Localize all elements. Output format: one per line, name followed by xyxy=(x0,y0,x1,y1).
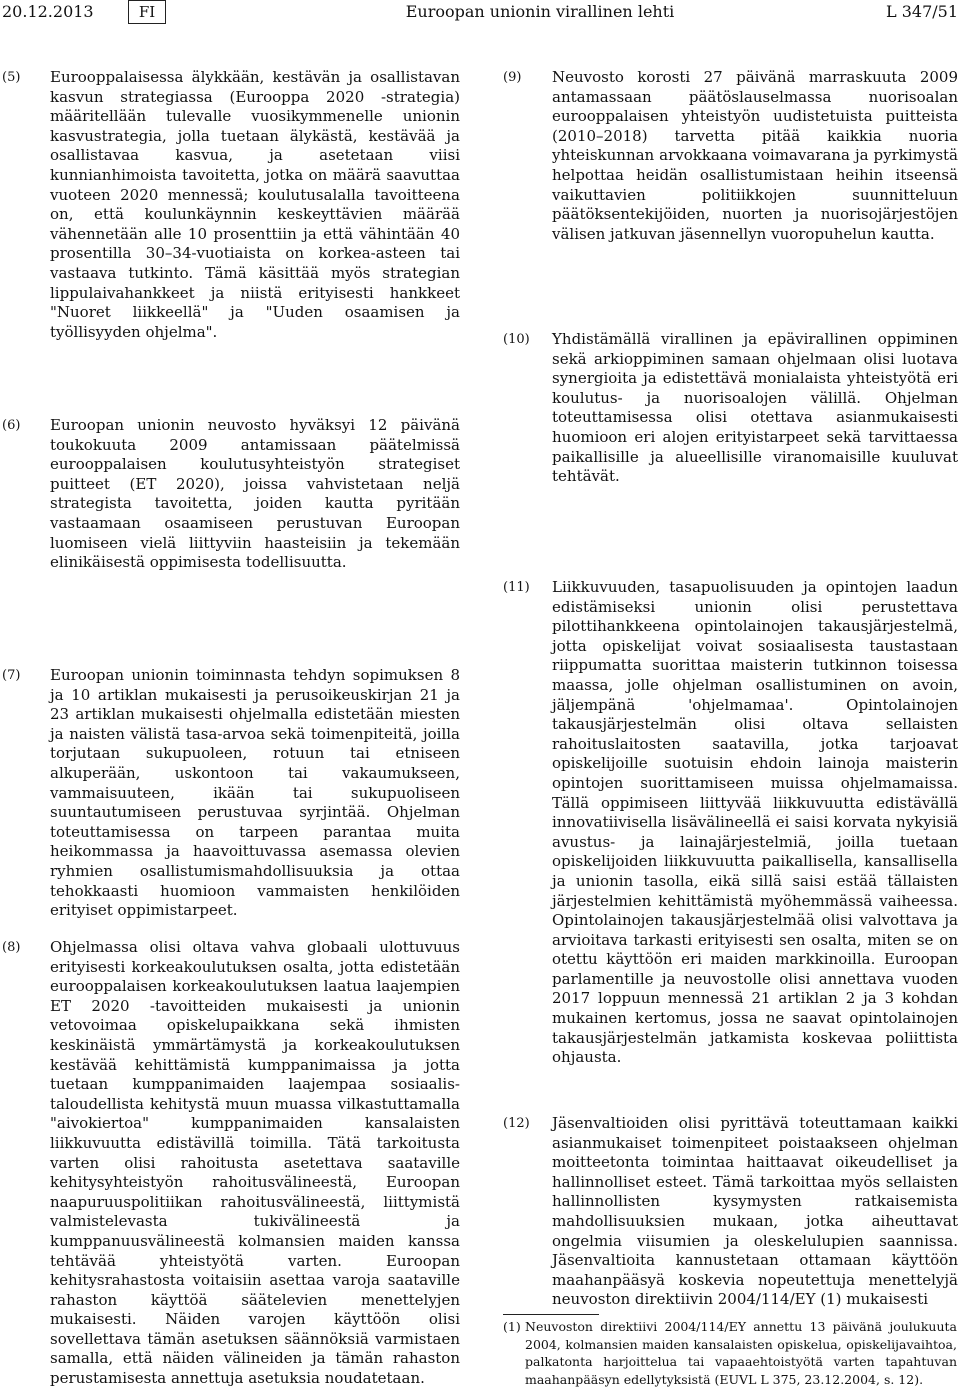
recital-number: (9) xyxy=(503,70,522,85)
recital-number: (8) xyxy=(2,940,21,955)
recital-number: (5) xyxy=(2,70,21,85)
page-header xyxy=(0,0,960,24)
recital-number: (6) xyxy=(2,418,21,433)
recital-text: Euroopan unionin neuvosto hyväksyi 12 päivänä toukokuuta 2009 antamissaan päätelmissä eurooppalaisen koulutusyhteistyön strategiset puitteet (ET 2020), joissa vahvistetaan neljä strategista tavoitetta, joiden kautta pyritään vastaamaan osaamiseen perustuvan Euroopan luomiseen vielä liittyviin haasteisiin ja tekemään elinikäisestä oppimisesta todellisuutta. xyxy=(50,416,460,572)
recital-text: Euroopan unionin toiminnasta tehdyn sopimuksen 8 ja 10 artiklan mukaisesti ja perusoikeuskirjan 21 ja 23 artiklan mukaisesti ohjelmalla edistetään miesten ja naisten välistä tasa-arvoa sekä toimenpiteitä, joilla torjutaan sukupuoleen, rotuun tai etniseen alkuperään, uskontoon tai vakaumukseen, vammaisuuteen, ikään tai sukupuoliseen suuntautumiseen perustuvaa syrjintää. Ohjelman toteuttamisessa on tarpeen parantaa muita heikommassa ja haavoittuvassa asemassa olevien ryhmien osallistumismahdollisuuksia ja ottaa tehokkaasti huomioon vammaisten henkilöiden erityiset oppimistarpeet. xyxy=(50,666,460,920)
recital-number: (10) xyxy=(503,332,530,347)
recital-number: (11) xyxy=(503,580,530,595)
footnote-number: (1) xyxy=(503,1319,521,1334)
recital-number: (7) xyxy=(2,668,21,683)
page-reference: L 347/51 xyxy=(886,2,958,21)
recital-number: (12) xyxy=(503,1116,530,1131)
footnote-rule xyxy=(503,1314,599,1315)
recital-text: Jäsenvaltioiden olisi pyrittävä toteuttamaan kaikki asianmukaiset toimenpiteet poistaakseen ohjelman moitteetonta toimintaa haittaavat oikeudelliset ja hallinnolliset esteet. Tämä tarkoittaa myös sellaisten hallinnollisten kysymysten ratkaisemista mahdollisuuksien mukaan, jotka aiheuttavat ongelmia viisumien ja oleskelulupien saannissa. Jäsenvaltioita kannustetaan ottamaan käyttöön maahanpääsyä koskevia nopeutettuja menettelyjä neuvoston direktiivin 2004/114/EY (1) mukaisesti xyxy=(552,1114,958,1309)
recital-text: Ohjelmassa olisi oltava vahva globaali ulottuvuus erityisesti korkeakoulutuksen osalta, jotta edistetään eurooppalaisen korkeakoulutuksen laatua laajempien ET 2020 -tavoitteiden mukaisesti ja unionin vetovoimaa opiskelupaikkana sekä ihmisten keskinäistä ymmärtämystä ja korkeakoulutuksen kestävää kehittämistä kumppanimaissa ja jotta tuetaan kumppanimaiden laajempaa sosiaalis-taloudellista kehitystä muun muassa vilkastuttamalla "aivokiertoa" kumppanimaiden kansalaisten liikkuvuutta edistävillä toimilla. Tätä tarkoitusta varten olisi rahoitusta asetettava saataville kehitysyhteistyön rahoitusvälineestä, Euroopan naapuruuspolitiikan rahoitusvälineestä, liittymistä valmistelevasta tukivälineestä ja kumppanuusvälineestä kolmansien maiden kanssa tehtävää yhteistyötä varten. Euroopan kehitysrahastosta voitaisiin asettaa varoja saataville rahaston käyttöä säätelevien menettelyjen mukaisesti. Näiden varojen käyttöön olisi sovellettava tämän asetuksen säännöksiä varmistaen samalla, että näiden välineiden ja tämän rahaston perustamisesta annettuja asetuksia noudatetaan. xyxy=(50,938,460,1388)
recital-text: Yhdistämällä virallinen ja epävirallinen oppiminen sekä arkioppiminen samaan ohjelmaan olisi luotava synergioita ja edistettävä monialaista yhteistyötä eri koulutus- ja nuorisoalojen välillä. Ohjelman toteuttamisessa olisi otettava asianmukaisesti huomioon eri alojen erityistarpeet sekä tarvittaessa paikallisille ja alueellisille viranomaisille kuuluvat tehtävät. xyxy=(552,330,958,486)
recital-text: Liikkuvuuden, tasapuolisuuden ja opintojen laadun edistämiseksi unionin olisi perustettava pilottihankkeena opintolainojen takausjärjestelmä, jotta opiskelijat voivat sosiaalisesta taustastaan riippumatta suorittaa maisterin tutkinnon toisessa maassa, jolle ohjelman osallistuminen on avoin, jäljempänä 'ohjelmamaa'. Opintolainojen takausjärjestelmän olisi oltava sellaisten rahoituslaitosten saatavilla, jotka tarjoavat opiskelijoille suotuisin ehdoin lainoja maisterin opintojen suorittamiseen muissa ohjelmamaissa. Tällä oppimiseen liittyvää liikkuvuutta edistävällä innovatiivisella lisävälineellä ei saisi korvata nykyisiä avustus- ja lainajärjestelmiä, joilla tuetaan opiskelijoiden liikkuvuutta paikallisella, kansallisella ja unionin tasolla, eikä sillä saisi estää tällaisten järjestelmien kehittämistä myöhemmässä vaiheessa. Opintolainojen takausjärjestelmää olisi valvottava ja arvioitava tarkasti erityisesti sen osalta, miten se on otettu käyttöön eri maiden markkinoilla. Euroopan parlamentille ja neuvostolle olisi annettava vuoden 2017 loppuun mennessä 21 artiklan 2 ja 3 kohdan mukainen kertomus, jossa ne saavat opintolainojen takausjärjestelmän jatkamista koskevaa poliittista ohjausta. xyxy=(552,578,958,1067)
footnote-text: Neuvoston direktiivi 2004/114/EY annettu 13 päivänä joulukuuta 2004, kolmansien maiden kansalaisten opiskelua, opiskelijavaihtoa, palkatonta harjoittelua tai vapaaehtoistyötä varten tapahtuvan maahanpääsyn edellytyksistä (EUVL L 375, 23.12.2004, s. 12). xyxy=(525,1319,957,1387)
language-badge: FI xyxy=(128,0,166,24)
recital-text: Eurooppalaisessa älykkään, kestävän ja osallistavan kasvun strategiassa (Eurooppa 2020 -strategia) määritellään tulevalle vuosikymmenelle unionin kasvustrategia, jolla tuetaan älykästä, kestävää ja osallistavaa kasvua, ja asetetaan viisi kunnianhimoista tavoitetta, jotka on määrä saavuttaa vuoteen 2020 mennessä; koulutusalalla tavoitteena on, että koulunkäynnin keskeyttävien määrää vähennetään alle 10 prosenttiin ja että vähintään 40 prosentilla 30–34-vuotiaista on korkea-asteen tai vastaava tutkinto. Tämä käsittää myös strategian lippulaivahankkeet ja niistä erityisesti hankkeet "Nuoret liikkeellä" ja "Uuden osaamisen ja työllisyyden ohjelma". xyxy=(50,68,460,341)
recital-text: Neuvosto korosti 27 päivänä marraskuuta 2009 antamassaan päätöslauselmassa nuorisoalan eurooppalaisen yhteistyön uudistetuista puitteista (2010–2018) tarvetta pitää kaikkia nuoria yhteiskunnan arvokkaana voimavarana ja pyrkimystä helpottaa heidän osallistumistaan heihin itseensä vaikuttavien politiikkojen suunnitteluun päätöksentekijöiden, nuorten ja nuorisojärjestöjen välisen jatkuvan jäsennellyn vuoropuhelun kautta. xyxy=(552,68,958,243)
publication-date: 20.12.2013 xyxy=(2,2,94,21)
journal-title: Euroopan unionin virallinen lehti xyxy=(405,2,675,21)
